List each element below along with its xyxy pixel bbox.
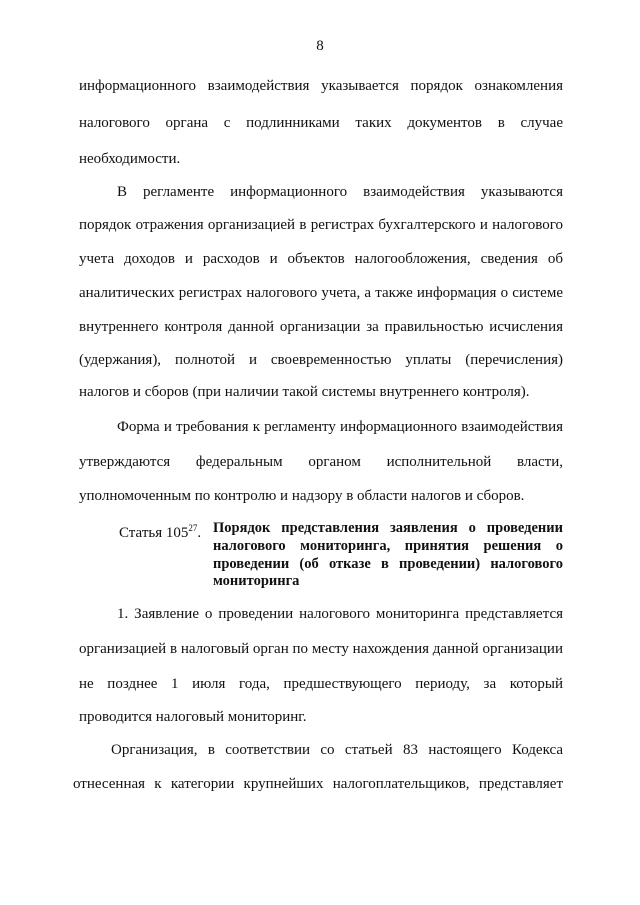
text-line: порядок отражения организацией в регистрах бухгалтерского и налогового bbox=[79, 217, 563, 233]
article-title-line: Порядок представления заявления о проведении bbox=[213, 520, 563, 536]
text-line: проводится налоговый мониторинг. bbox=[79, 709, 307, 725]
article-label-dot: . bbox=[197, 525, 202, 541]
text-line: утверждаются федеральным органом исполнительной власти, bbox=[79, 454, 563, 470]
text-line: организацией в налоговый орган по месту нахождения данной организации bbox=[79, 641, 563, 657]
text-line: внутреннего контроля данной организации за правильностью исчисления bbox=[79, 319, 563, 335]
text-line: налогового органа с подлинниками таких документов в случае bbox=[79, 115, 563, 131]
text-line: Организация, в соответствии со статьей 83 настоящего Кодекса bbox=[111, 742, 563, 758]
text-line: 1. Заявление о проведении налогового мониторинга представляется bbox=[117, 606, 563, 622]
article-title-line: налогового мониторинга, принятия решения о bbox=[213, 538, 563, 554]
text-line: аналитических регистрах налогового учета, а также информация о системе bbox=[79, 285, 563, 301]
text-line: отнесенная к категории крупнейших налогоплательщиков, представляет bbox=[73, 776, 563, 792]
article-title-line: проведении (об отказе в проведении) налогового bbox=[213, 556, 563, 572]
text-line: налогов и сборов (при наличии такой системы внутреннего контроля). bbox=[79, 384, 530, 400]
article-title-line: мониторинга bbox=[213, 573, 300, 589]
text-line: (удержания), полнотой и своевременностью уплаты (перечисления) bbox=[79, 352, 563, 368]
text-line: необходимости. bbox=[79, 151, 181, 167]
text-line: информационного взаимодействия указывается порядок ознакомления bbox=[79, 78, 563, 94]
text-line: уполномоченным по контролю и надзору в области налогов и сборов. bbox=[79, 488, 525, 504]
text-line: В регламенте информационного взаимодействия указываются bbox=[117, 184, 563, 200]
text-line: учета доходов и расходов и объектов налогообложения, сведения об bbox=[79, 251, 563, 267]
text-line: не позднее 1 июля года, предшествующего периоду, за который bbox=[79, 676, 563, 692]
article-superscript: 27 bbox=[188, 523, 198, 533]
text-line: Форма и требования к регламенту информационного взаимодействия bbox=[117, 419, 563, 435]
article-label bbox=[119, 518, 201, 543]
article-label-text: Статья 105 bbox=[119, 525, 189, 541]
page-number: 8 bbox=[316, 38, 324, 54]
